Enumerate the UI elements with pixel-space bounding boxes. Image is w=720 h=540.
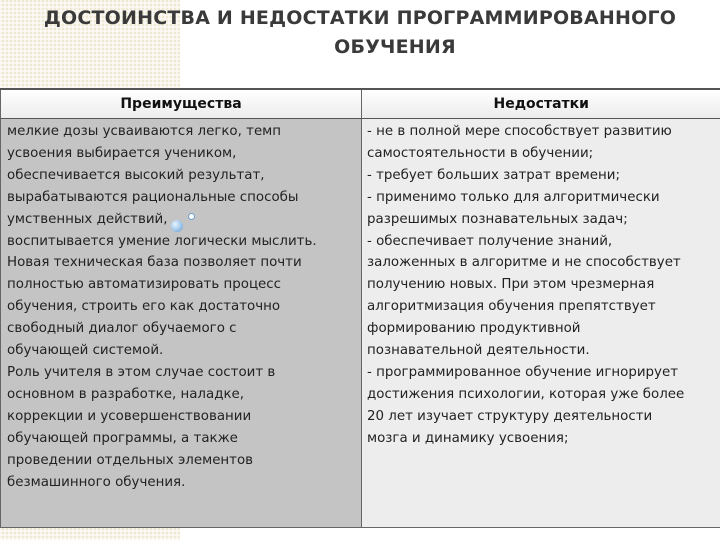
decorative-small-bubble-icon — [188, 213, 195, 220]
header-advantages: Преимущества — [1, 89, 362, 119]
advantages-text-line: вырабатываются рациональные способы — [7, 189, 299, 205]
disadvantages-text-line: познавательной деятельности. — [367, 343, 590, 359]
advantages-text-line: мелкие дозы усваиваются легко, темп — [7, 124, 282, 139]
disadvantages-text-line: разрешимых познавательных задач; — [367, 211, 628, 227]
advantages-text-line: коррекции и усовершенствовании — [7, 408, 252, 424]
disadvantages-text-line: заложенных в алгоритме и не способствует — [367, 255, 681, 271]
advantages-text-line: усвоения выбирается учеником, — [7, 145, 237, 161]
page-title — [0, 4, 720, 62]
advantages-text-line: безмашинного обучения. — [7, 474, 186, 490]
decorative-bubble-icon — [171, 220, 183, 232]
advantages-text-line: Новая техническая база позволяет почти — [7, 255, 302, 271]
disadvantages-text-line: мозга и динамику усвоения; — [367, 430, 569, 446]
disadvantages-text-line: - требует больших затрат времени; — [367, 167, 620, 183]
comparison-table — [0, 88, 720, 528]
disadvantages-text-line: - программированное обучение игнорирует — [367, 364, 678, 380]
disadvantages-text-line: - обеспечивает получение знаний, — [367, 233, 613, 249]
advantages-text-line: свободный диалог обучаемого с — [7, 321, 237, 337]
page-title-line-2: ОБУЧЕНИЯ — [334, 36, 456, 58]
table-header-row — [1, 89, 720, 119]
disadvantages-text-line: - применимо только для алгоритмически — [367, 189, 660, 205]
advantages-text-line: обеспечивается высокий результат, — [7, 167, 265, 183]
disadvantages-text-line: 20 лет изучает структуру деятельности — [367, 408, 653, 424]
advantages-text-line: Роль учителя в этом случае состоит в — [7, 364, 276, 380]
disadvantages-text-line: формированию продуктивной — [367, 321, 581, 337]
disadvantages-text-line: самостоятельности в обучении; — [367, 145, 594, 161]
advantages-text-line: обучающей программы, а также — [7, 430, 238, 446]
advantages-text-line: воспитывается умение логически мыслить. — [7, 233, 317, 249]
header-disadvantages: Недостатки — [362, 89, 720, 119]
table-row — [1, 119, 720, 528]
page-title-line-1: ДОСТОИНСТВА И НЕДОСТАТКИ ПРОГРАММИРОВАННОГО — [43, 7, 677, 29]
disadvantages-text-line: - не в полной мере способствует развитию — [367, 124, 672, 139]
disadvantages-text-line: получению новых. При этом чрезмерная — [367, 277, 655, 293]
advantages-text-line: обучения, строить его как достаточно — [7, 299, 281, 315]
advantages-text-line: полностью автоматизировать процесс — [7, 277, 282, 293]
advantages-text-line: обучающей системой. — [7, 343, 164, 359]
advantages-text-line: умственных действий, — [7, 211, 168, 227]
disadvantages-cell — [362, 119, 720, 528]
disadvantages-text-line: достижения психологии, которая уже более — [367, 386, 685, 402]
advantages-cell — [1, 119, 362, 528]
disadvantages-text-line: алгоритмизация обучения препятствует — [367, 299, 656, 315]
advantages-text-line: основном в разработке, наладке, — [7, 386, 245, 402]
advantages-text-line: проведении отдельных элементов — [7, 452, 254, 468]
